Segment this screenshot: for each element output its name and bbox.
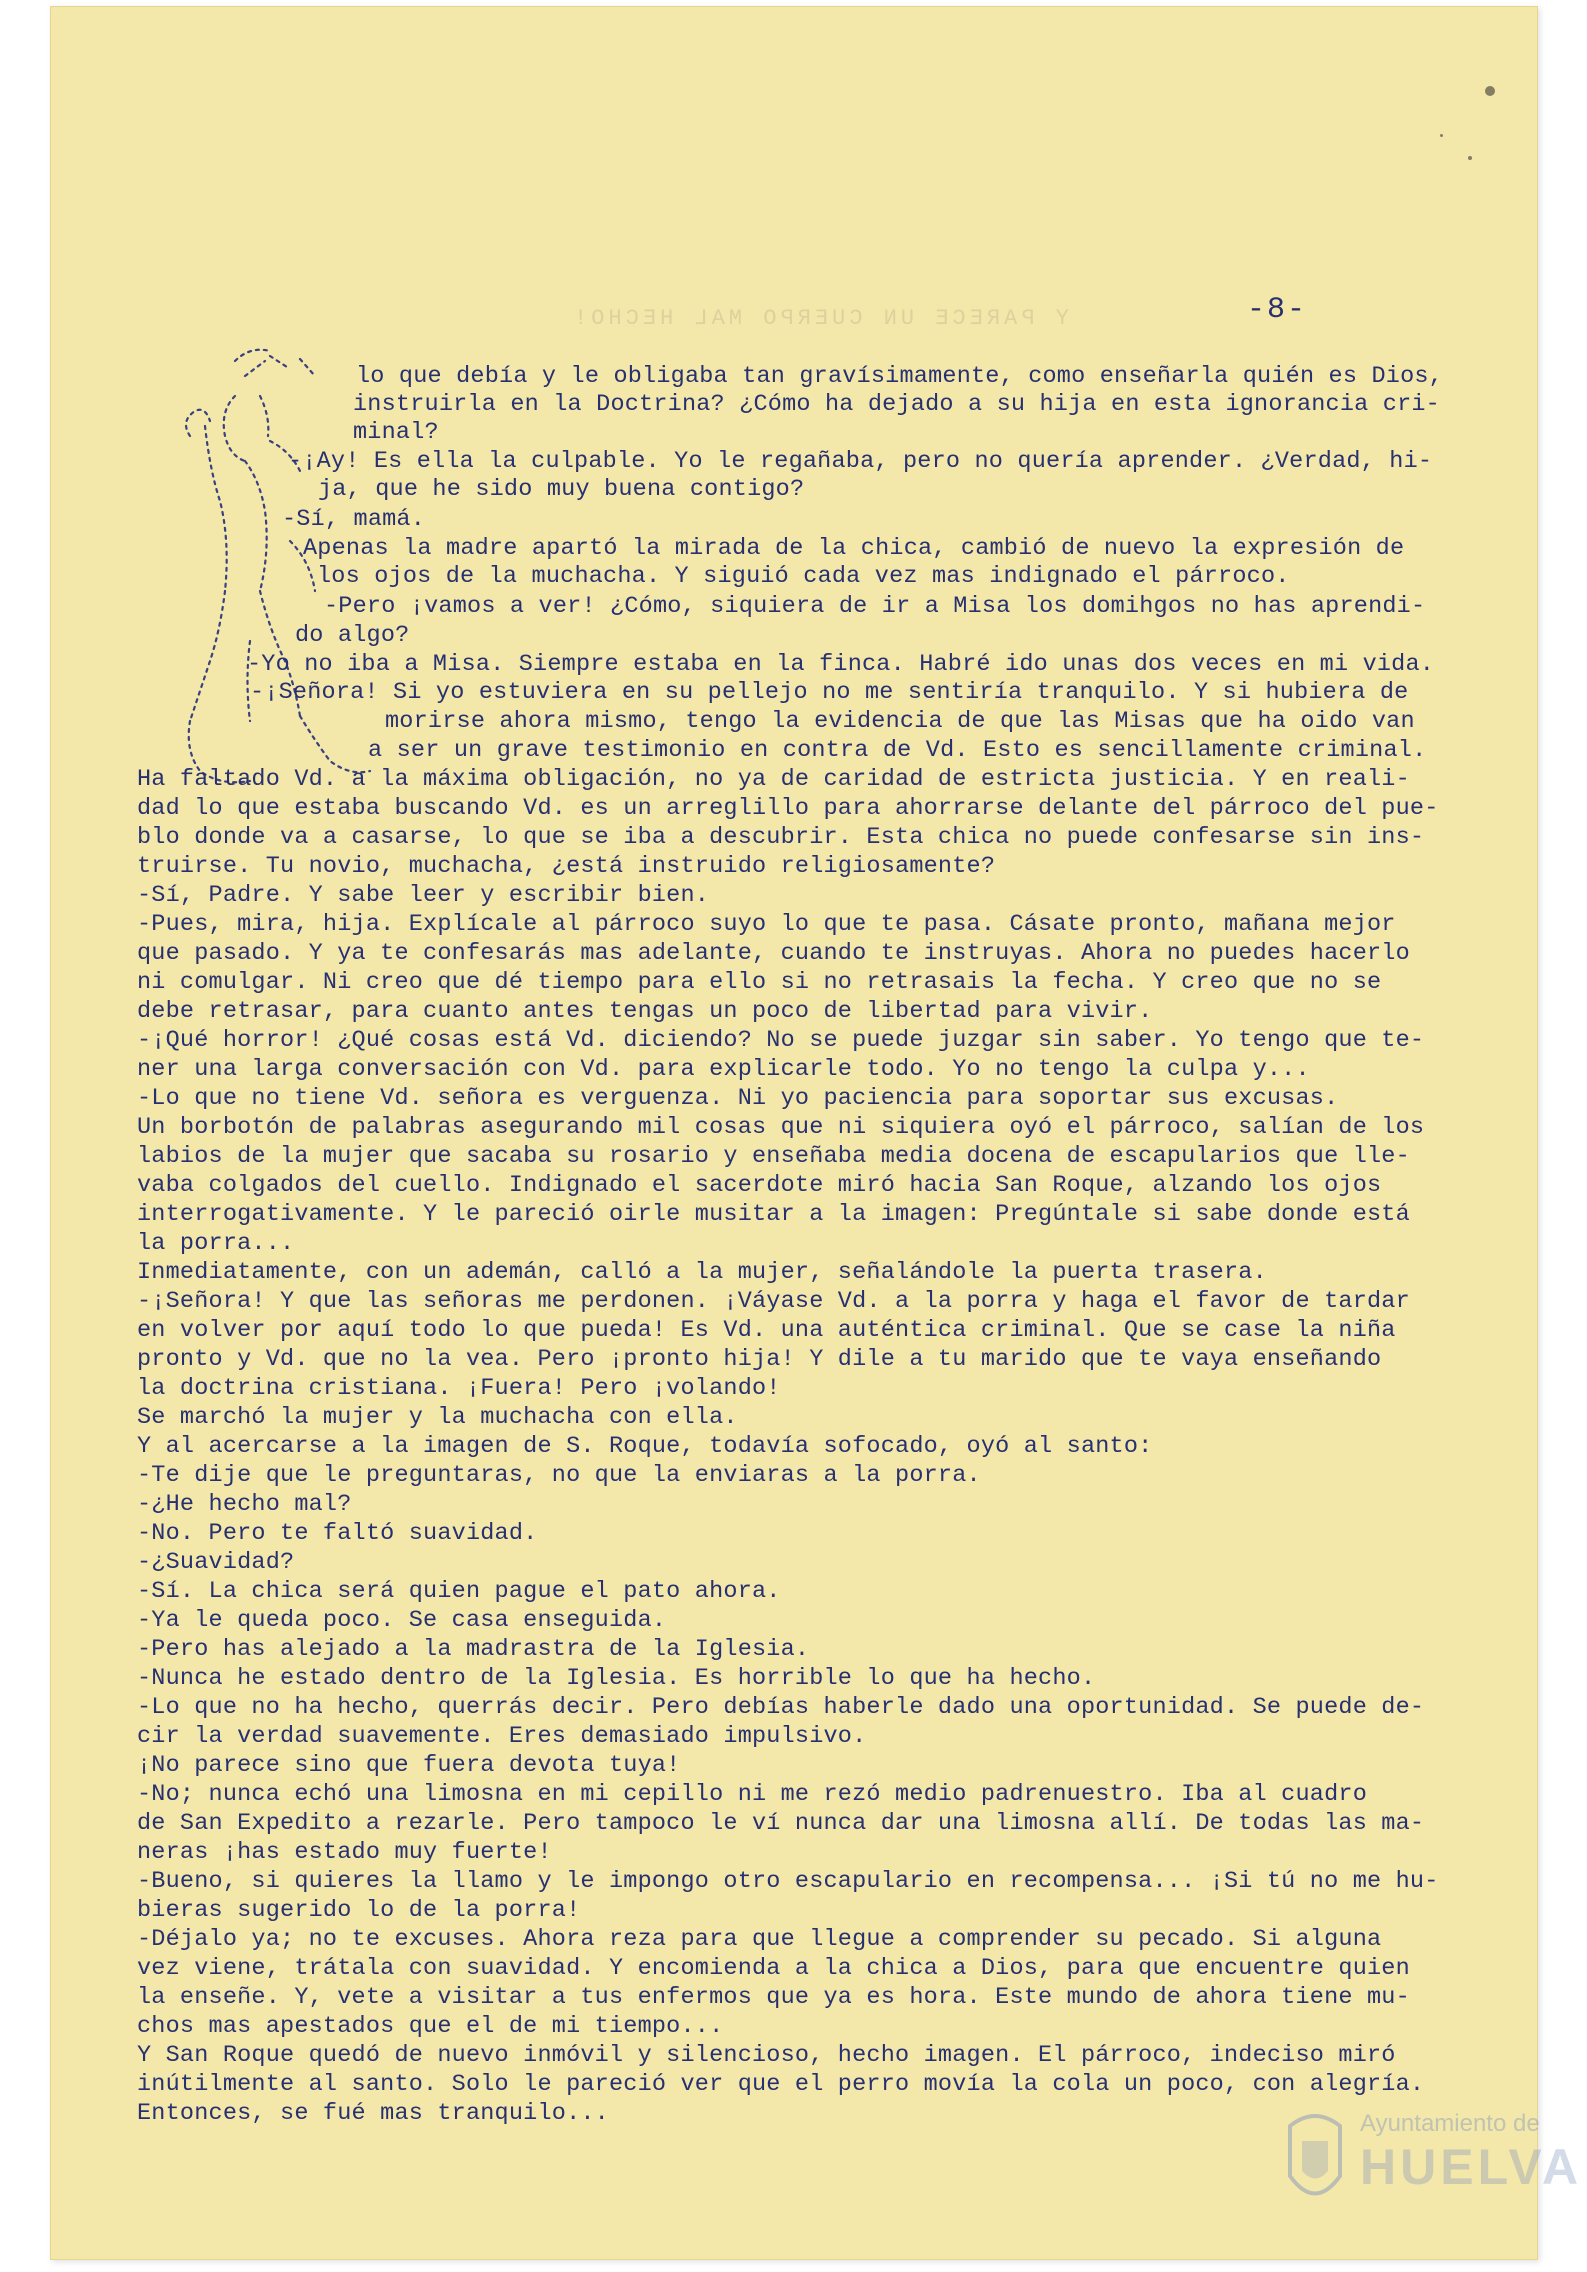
text-line: -Lo que no ha hecho, querrás decir. Pero debías haberle dado una oportunidad. Se puede de- bbox=[137, 1694, 1425, 1721]
text-line: -Pues, mira, hija. Explícale al párroco suyo lo que te pasa. Cásate pronto, mañana mejor bbox=[137, 911, 1396, 938]
text-line: -Bueno, si quieres la llamo y le impongo otro escapulario en recompensa... ¡Si tú no me hu- bbox=[137, 1868, 1439, 1895]
watermark bbox=[1280, 2106, 1583, 2226]
text-line: Entonces, se fué mas tranquilo... bbox=[137, 2100, 609, 2127]
text-line: -Nunca he estado dentro de la Iglesia. Es horrible lo que ha hecho. bbox=[137, 1665, 1096, 1692]
text-line: truirse. Tu novio, muchacha, ¿está instruido religiosamente? bbox=[137, 853, 996, 880]
text-line: ¡No parece sino que fuera devota tuya! bbox=[137, 1752, 681, 1779]
text-line: -Yo no iba a Misa. Siempre estaba en la finca. Habré ido unas dos veces en mi vida. bbox=[247, 651, 1435, 678]
text-line: -No; nunca echó una limosna en mi cepillo ni me rezó medio padrenuestro. Iba al cuadro bbox=[137, 1781, 1367, 1808]
text-line: -¡Señora! Y que las señoras me perdonen. ¡Váyase Vd. a la porra y haga el favor de tardar bbox=[137, 1288, 1410, 1315]
text-line: -¡Señora! Si yo estuviera en su pellejo no me sentiría tranquilo. Y si hubiera de bbox=[250, 679, 1409, 706]
text-line: a ser un grave testimonio en contra de Vd. Esto es sencillamente criminal. bbox=[368, 737, 1427, 764]
text-line: Ha faltado Vd. a la máxima obligación, no ya de caridad de estricta justicia. Y en reali- bbox=[137, 766, 1410, 793]
text-line: los ojos de la muchacha. Y siguió cada vez mas indignado el párroco. bbox=[317, 563, 1290, 590]
text-line: la enseñe. Y, vete a visitar a tus enfermos que ya es hora. Este mundo de ahora tiene mu- bbox=[137, 1984, 1410, 2011]
main-text bbox=[50, 6, 1538, 2260]
text-line: ner una larga conversación con Vd. para explicarle todo. Yo no tengo la culpa y... bbox=[137, 1056, 1310, 1083]
text-line: dad lo que estaba buscando Vd. es un arreglillo para ahorrarse delante del párroco del pue- bbox=[137, 795, 1439, 822]
text-line: Un borbotón de palabras asegurando mil cosas que ni siquiera oyó el párroco, salían de los bbox=[137, 1114, 1425, 1141]
text-line: neras ¡has estado muy fuerte! bbox=[137, 1839, 552, 1866]
text-line: -¿Suavidad? bbox=[137, 1549, 295, 1576]
text-line: Y al acercarse a la imagen de S. Roque, todavía sofocado, oyó al santo: bbox=[137, 1433, 1153, 1460]
text-line: blo donde va a casarse, lo que se iba a descubrir. Esta chica no puede confesarse sin ins- bbox=[137, 824, 1425, 851]
text-line: -Ya le queda poco. Se casa enseguida. bbox=[137, 1607, 667, 1634]
text-line: -Déjalo ya; no te excuses. Ahora reza para que llegue a comprender su pecado. Si alguna bbox=[137, 1926, 1382, 1953]
text-line: -¡Qué horror! ¿Qué cosas está Vd. diciendo? No se puede juzgar sin saber. Yo tengo que te- bbox=[137, 1027, 1425, 1054]
text-line: -Pero ¡vamos a ver! ¿Cómo, siquiera de ir a Misa los domihgos no has aprendi- bbox=[324, 593, 1426, 620]
text-line: cir la verdad suavemente. Eres demasiado impulsivo. bbox=[137, 1723, 867, 1750]
coat-of-arms-icon bbox=[1280, 2106, 1350, 2216]
text-line: morirse ahora mismo, tengo la evidencia de que las Misas que ha oido van bbox=[385, 708, 1415, 735]
text-line: -¿He hecho mal? bbox=[137, 1491, 352, 1518]
text-line: Inmediatamente, con un ademán, calló a la mujer, señalándole la puerta trasera. bbox=[137, 1259, 1267, 1286]
text-line: instruirla en la Doctrina? ¿Cómo ha dejado a su hija en esta ignorancia cri- bbox=[353, 391, 1440, 418]
text-line: pronto y Vd. que no la vea. Pero ¡pronto hija! Y dile a tu marido que te vaya enseñando bbox=[137, 1346, 1382, 1373]
text-line: ni comulgar. Ni creo que dé tiempo para ello si no retrasais la fecha. Y creo que no se bbox=[137, 969, 1382, 996]
text-line: -No. Pero te faltó suavidad. bbox=[137, 1520, 538, 1547]
text-line: que pasado. Y ya te confesarás mas adelante, cuando te instruyas. Ahora no puedes hacerlo bbox=[137, 940, 1410, 967]
text-line: -Te dije que le preguntaras, no que la enviaras a la porra. bbox=[137, 1462, 981, 1489]
text-line: -¡Ay! Es ella la culpable. Yo le regañaba, pero no quería aprender. ¿Verdad, hi- bbox=[288, 448, 1433, 475]
text-line: vaba colgados del cuello. Indignado el sacerdote miró hacia San Roque, alzando los ojos bbox=[137, 1172, 1382, 1199]
bleed-through-text: Y PARECE UN CUERPO MAL HECHO! bbox=[570, 306, 1069, 331]
page-number: -8- bbox=[1247, 293, 1308, 327]
text-line: bieras sugerido lo de la porra! bbox=[137, 1897, 581, 1924]
text-line: -Lo que no tiene Vd. señora es verguenza. Ni yo paciencia para soportar sus excusas. bbox=[137, 1085, 1339, 1112]
text-line: vez viene, trátala con suavidad. Y encomienda a la chica a Dios, para que encuentre quien bbox=[137, 1955, 1410, 1982]
text-line: lo que debía y le obligaba tan gravísimamente, como enseñarla quién es Dios, bbox=[356, 363, 1443, 390]
text-line: do algo? bbox=[295, 622, 410, 649]
text-line: interrogativamente. Y le pareció oirle musitar a la imagen: Pregúntale si sabe donde está bbox=[137, 1201, 1410, 1228]
text-line: Apenas la madre apartó la mirada de la chica, cambió de nuevo la expresión de bbox=[303, 535, 1405, 562]
text-line: ja, que he sido muy buena contigo? bbox=[318, 476, 805, 503]
text-line: la porra... bbox=[137, 1230, 295, 1257]
text-line: debe retrasar, para cuanto antes tengas un poco de libertad para vivir. bbox=[137, 998, 1153, 1025]
text-line: la doctrina cristiana. ¡Fuera! Pero ¡volando! bbox=[137, 1375, 781, 1402]
text-line: inútilmente al santo. Solo le pareció ver que el perro movía la cola un poco, con alegría. bbox=[137, 2071, 1425, 2098]
text-line: -Pero has alejado a la madrastra de la Iglesia. bbox=[137, 1636, 810, 1663]
text-line: Se marchó la mujer y la muchacha con ella. bbox=[137, 1404, 738, 1431]
text-line: Y San Roque quedó de nuevo inmóvil y silencioso, hecho imagen. El párroco, indeciso miró bbox=[137, 2042, 1396, 2069]
text-line: minal? bbox=[353, 419, 439, 446]
text-line: en volver por aquí todo lo que pueda! Es Vd. una auténtica criminal. Que se case la niña bbox=[137, 1317, 1396, 1344]
text-line: labios de la mujer que sacaba su rosario y enseñaba media docena de escapularios que lle- bbox=[137, 1143, 1410, 1170]
watermark-line-2: HUELVA bbox=[1360, 2139, 1583, 2195]
text-line: -Sí, Padre. Y sabe leer y escribir bien. bbox=[137, 882, 710, 909]
paper-sheet bbox=[50, 6, 1583, 2260]
text-line: -Sí, mamá. bbox=[282, 506, 426, 533]
text-line: de San Expedito a rezarle. Pero tampoco le ví nunca dar una limosna allí. De todas las ma- bbox=[137, 1810, 1425, 1837]
text-line: chos mas apestados que el de mi tiempo... bbox=[137, 2013, 724, 2040]
watermark-line-1: Ayuntamiento de bbox=[1360, 2110, 1540, 2137]
text-line: -Sí. La chica será quien pague el pato ahora. bbox=[137, 1578, 781, 1605]
